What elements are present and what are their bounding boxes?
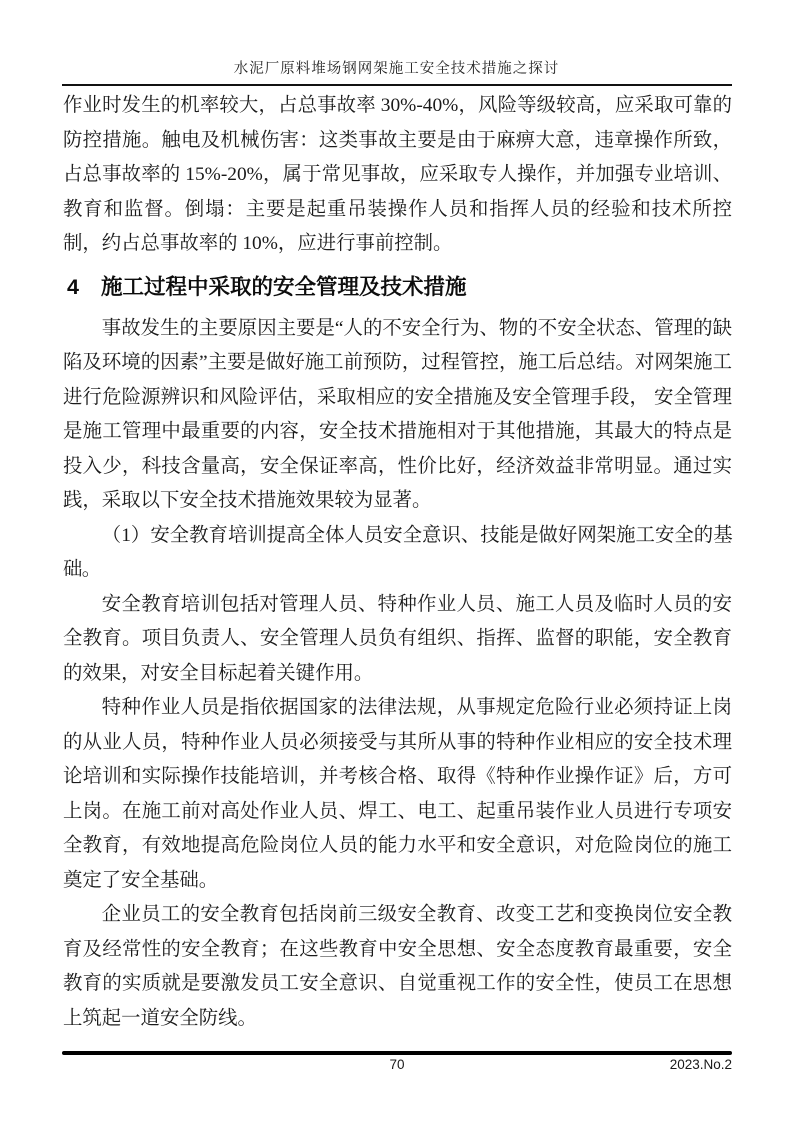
header-rule [62, 84, 732, 86]
document-body [63, 89, 732, 1036]
section-title: 施工过程中采取的安全管理及技术措施 [100, 274, 467, 299]
body-paragraph: 事故发生的主要原因主要是“人的不安全行为、物的不安全状态、管理的缺陷及环境的因素”主要是做好施工前预防，过程管控，施工后总结。对网架施工进行危险源辨识和风险评估，采取相应的安全措施及安全管理手段， 安全管理是施工管理中最重要的内容，安全技术措施相对于其他措施，其最大的特点是投入少，科技含量高，安全保证率高，性价比好，经济效益非常明显。通过实践，采取以下安全技术措施效果较为显著。 [63, 317, 732, 511]
running-header [62, 57, 731, 78]
footer-row [62, 1057, 732, 1075]
page-number: 70 [389, 1057, 405, 1072]
issue-label: 2023.No.2 [669, 1057, 732, 1072]
body-paragraph: 安全教育培训包括对管理人员、特种作业人员、施工人员及临时人员的安全教育。项目负责人、安全管理人员负有组织、指挥、监督的职能，安全教育的效果，对安全目标起着关键作用。 [63, 593, 732, 684]
body-paragraph-continuation: 作业时发生的机率较大，占总事故率 30%-40%，风险等级较高，应采取可靠的防控措施。触电及机械伤害：这类事故主要是由于麻痹大意，违章操作所致，占总事故率的 15%-20%，属于常见事故，应采取专人操作，并加强专业培训、教育和监督。倒塌：主要是起重吊装操作人员和指挥人员的经验和技术所控制，约占总事故率的 10%，应进行事前控制。 [63, 95, 732, 254]
footer-rule [62, 1051, 732, 1055]
section-number: 4 [67, 274, 79, 299]
section-heading [67, 270, 732, 305]
running-header-title: 水泥厂原料堆场钢网架施工安全技术措施之探讨 [233, 61, 560, 77]
body-paragraph: （1）安全教育培训提高全体人员安全意识、技能是做好网架施工安全的基础。 [63, 524, 732, 580]
page-footer [62, 1051, 732, 1075]
body-paragraph: 特种作业人员是指依据国家的法律法规，从事规定危险行业必须持证上岗的从业人员，特种作业人员必须接受与其所从事的特种作业相应的安全技术理论培训和实际操作技能培训，并考核合格、取得《特种作业操作证》后，方可上岗。在施工前对高处作业人员、焊工、电工、起重吊装作业人员进行专项安全教育，有效地提高危险岗位人员的能力水平和安全意识，对危险岗位的施工奠定了安全基础。 [63, 697, 732, 891]
body-paragraph: 企业员工的安全教育包括岗前三级安全教育、改变工艺和变换岗位安全教育及经常性的安全教育；在这些教育中安全思想、安全态度教育最重要，安全教育的实质就是要激发员工安全意识、自觉重视工作的安全性，使员工在思想上筑起一道安全防线。 [63, 904, 732, 1029]
